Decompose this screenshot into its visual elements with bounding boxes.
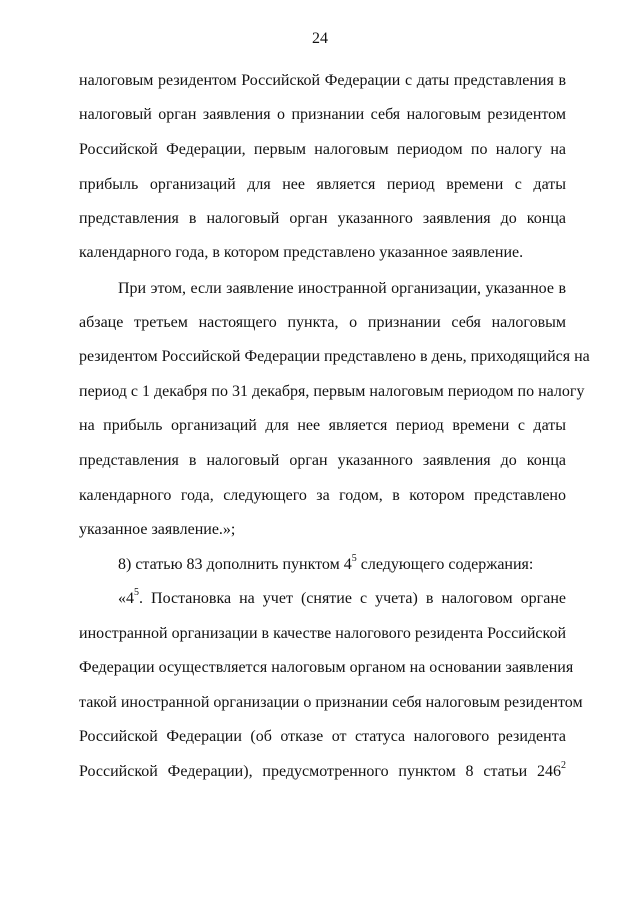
paragraph-line: на прибыль организаций для нее является период времени с даты xyxy=(79,417,566,434)
item-8-text: 8) статью 83 дополнить пунктом 4 xyxy=(118,556,352,573)
paragraph-line: период с 1 декабря по 31 декабря, первым налоговым периодом по налогу xyxy=(79,383,585,400)
paragraph-line: прибыль организаций для нее является период времени с даты xyxy=(79,176,566,193)
paragraph-line: Российской Федерации, первым налоговым периодом по налогу на xyxy=(79,141,566,158)
quote-last-text: Российской Федерации), предусмотренного пунктом 8 статьи 246 xyxy=(79,763,561,780)
quote-line: Федерации осуществляется налоговым органом на основании заявления xyxy=(79,659,574,676)
paragraph-line: абзаце третьем настоящего пункта, о признании себя налоговым xyxy=(79,314,566,331)
paragraph-line: представления в налоговый орган указанного заявления до конца xyxy=(79,210,566,227)
paragraph-line: При этом, если заявление иностранной организации, указанное в xyxy=(118,280,566,297)
paragraph-line: налоговый орган заявления о признании себя налоговым резидентом xyxy=(79,106,566,123)
quote-line: иностранной организации в качестве налогового резидента Российской xyxy=(79,625,566,642)
quote-line: Российской Федерации (об отказе от статуса налогового резидента xyxy=(79,728,566,745)
quote-start: «4 xyxy=(118,590,134,607)
quote-line: такой иностранной организации о признании себя налоговым резидентом xyxy=(79,694,583,711)
page-number: 24 xyxy=(312,30,328,47)
paragraph-line: указанное заявление.»; xyxy=(79,521,236,538)
paragraph-line: резидентом Российской Федерации представлено в день, приходящийся на xyxy=(79,348,590,365)
superscript: 5 xyxy=(134,586,139,598)
superscript: 5 xyxy=(351,552,357,564)
paragraph-line: представления в налоговый орган указанного заявления до конца xyxy=(79,452,566,469)
quote-last-line xyxy=(79,759,566,782)
paragraph-line: налоговым резидентом Российской Федерации с даты представления в xyxy=(79,72,566,89)
superscript: 2 xyxy=(561,759,566,771)
quote-first-text: . Постановка на учет (снятие с учета) в налоговом органе xyxy=(139,590,566,607)
item-8-text-end: следующего содержания: xyxy=(356,556,534,573)
paragraph-line: календарного года, следующего за годом, в котором представлено xyxy=(79,487,566,504)
item-8-line xyxy=(118,552,566,575)
quote-first-line xyxy=(118,586,566,609)
paragraph-line: календарного года, в котором представлено указанное заявление. xyxy=(79,244,524,261)
